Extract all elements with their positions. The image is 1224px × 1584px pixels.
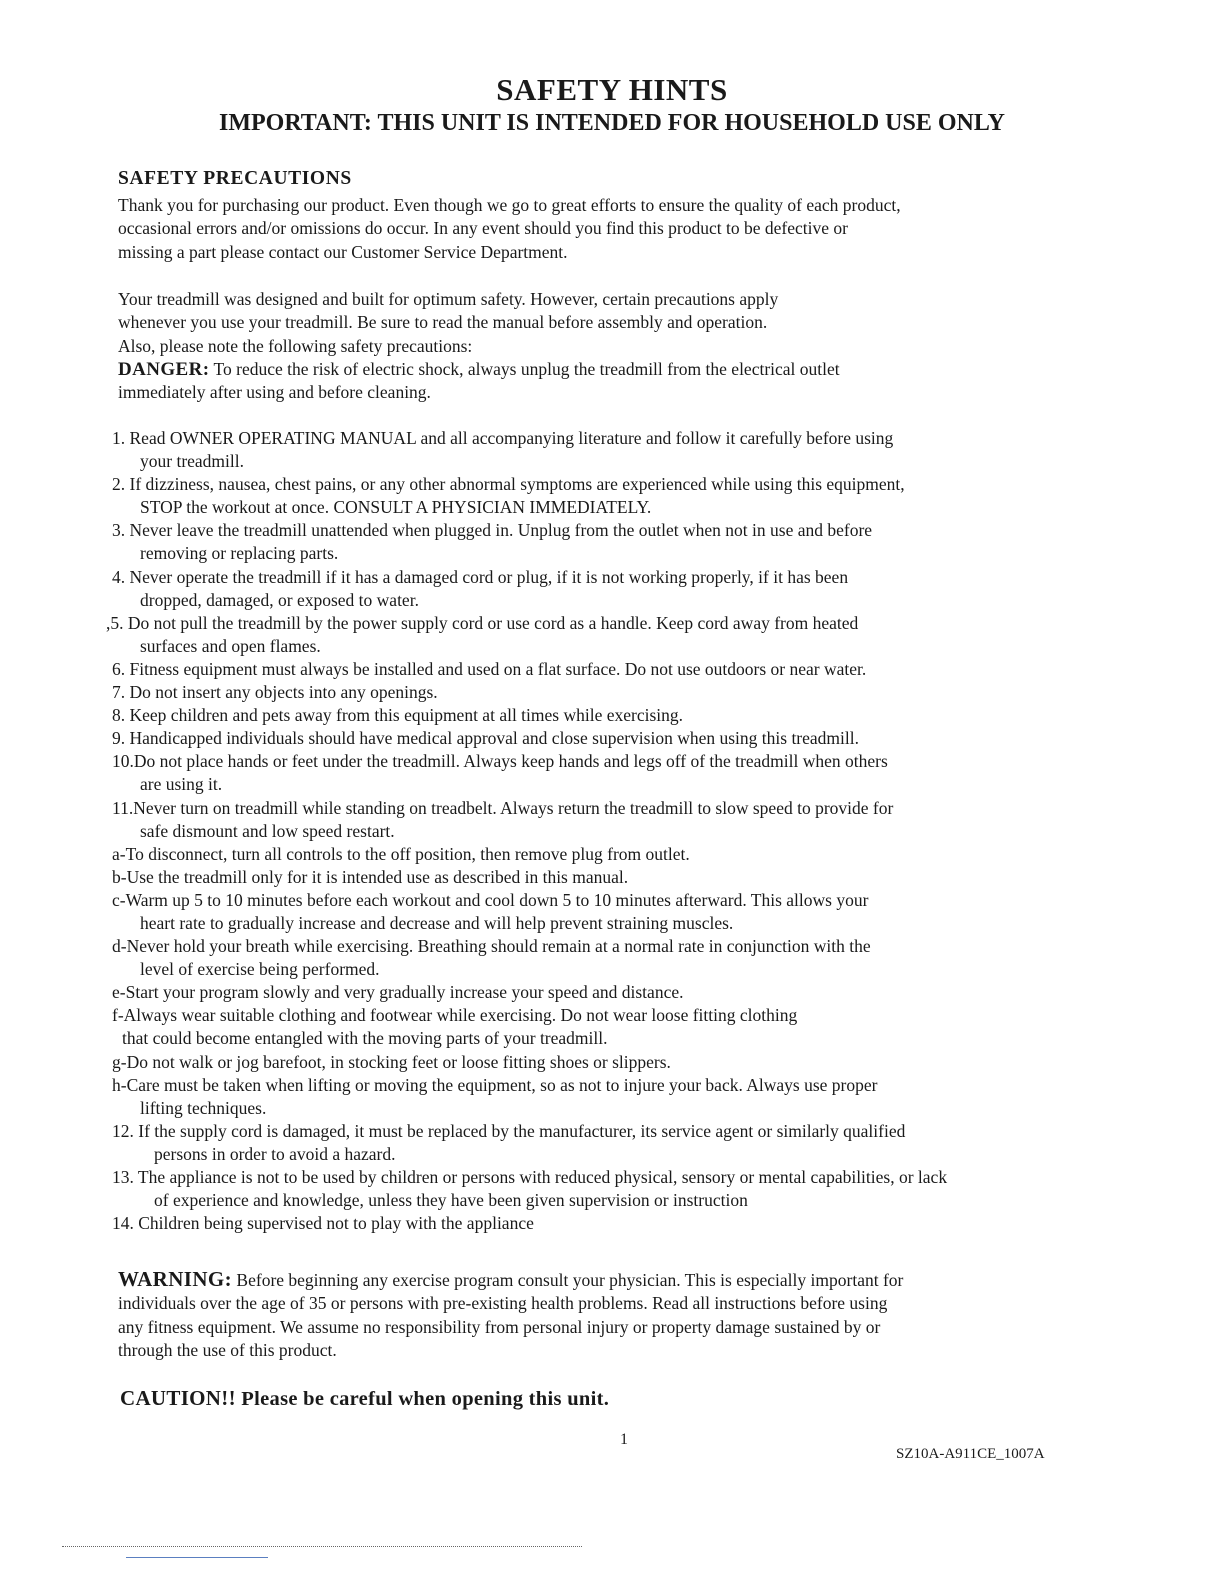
list-item [112, 1004, 1122, 1050]
warning-line-4: through the use of this product. [118, 1339, 337, 1360]
page-subtitle: IMPORTANT: THIS UNIT IS INTENDED FOR HOUSEHOLD USE ONLY [219, 110, 1005, 136]
list-item-text: h-Care must be taken when lifting or moving the equipment, so as not to injure your back. Always use proper [112, 1074, 878, 1095]
list-item-continuation: your treadmill. [140, 451, 245, 472]
list-item [112, 427, 1122, 473]
list-item-continuation: of experience and knowledge, unless they have been given supervision or instruction [154, 1190, 748, 1211]
list-item [112, 1212, 1122, 1235]
danger-label: DANGER: [118, 358, 210, 380]
list-item [112, 566, 1122, 612]
warning-paragraph [118, 1268, 1118, 1362]
list-item [112, 727, 1122, 750]
page-title: SAFETY HINTS [496, 72, 728, 107]
list-item-text: 4. Never operate the treadmill if it has a damaged cord or plug, if it is not working properly, if it has been [112, 566, 849, 587]
intro-line: occasional errors and/or omissions do occur. In any event should you find this product to be defective or [118, 218, 848, 239]
list-item-text: c-Warm up 5 to 10 minutes before each workout and cool down 5 to 10 minutes afterward. This allows your [112, 889, 869, 910]
list-item-text: 13. The appliance is not to be used by children or persons with reduced physical, sensory or mental capabilities, or lack [112, 1167, 948, 1187]
precautions-list [106, 427, 1122, 1235]
section-heading: SAFETY PRECAUTIONS [118, 168, 352, 189]
list-item [112, 935, 1122, 981]
list-item-text: 10.Do not place hands or feet under the treadmill. Always keep hands and legs off of the treadmill when others [112, 751, 888, 772]
warning-label: WARNING: [118, 1267, 233, 1291]
caution-text: Please be careful when opening this unit. [235, 1388, 610, 1410]
list-item-text: f-Always wear suitable clothing and footwear while exercising. Do not wear loose fitting clothing [112, 1005, 798, 1026]
design-line: Also, please note the following safety precautions: [118, 335, 473, 356]
list-item [112, 1051, 1122, 1074]
list-item-continuation: that could become entangled with the moving parts of your treadmill. [122, 1028, 608, 1049]
intro-paragraph [118, 194, 1118, 264]
page-number: 1 [620, 1431, 628, 1448]
list-item [112, 473, 1122, 519]
list-item-text: g-Do not walk or jog barefoot, in stocking feet or loose fitting shoes or slippers. [112, 1051, 671, 1072]
scan-artifact-underline [126, 1557, 268, 1558]
list-item-text: 8. Keep children and pets away from this equipment at all times while exercising. [112, 705, 684, 726]
caution-notice [120, 1386, 609, 1411]
danger-line-1 [118, 358, 1118, 381]
list-item-continuation: surfaces and open flames. [140, 635, 321, 656]
intro-line: Thank you for purchasing our product. Even though we go to great efforts to ensure the quality of each product, [118, 195, 901, 215]
list-item [112, 866, 1122, 889]
list-item [112, 704, 1122, 727]
design-line: Your treadmill was designed and built for optimum safety. However, certain precautions apply [118, 289, 779, 309]
list-item-continuation: STOP the workout at once. CONSULT A PHYSICIAN IMMEDIATELY. [140, 497, 652, 518]
list-item-text: ,5. Do not pull the treadmill by the power supply cord or use cord as a handle. Keep cord away from heated [106, 612, 859, 633]
list-item [112, 681, 1122, 704]
warning-line-3: any fitness equipment. We assume no responsibility from personal injury or property damage sustained by or [118, 1316, 881, 1337]
list-item-continuation: heart rate to gradually increase and decrease and will help prevent straining muscles. [140, 912, 734, 933]
warning-line-2: individuals over the age of 35 or persons with pre-existing health problems. Read all instructions before using [118, 1293, 888, 1314]
list-item-text: 14. Children being supervised not to play with the appliance [112, 1213, 534, 1234]
design-paragraph [118, 288, 1118, 404]
list-item-continuation: removing or replacing parts. [140, 543, 339, 564]
list-item [112, 658, 1122, 681]
list-item [112, 843, 1122, 866]
list-item-text: e-Start your program slowly and very gradually increase your speed and distance. [112, 982, 684, 1003]
list-item-text: a-To disconnect, turn all controls to the off position, then remove plug from outlet. [112, 843, 690, 864]
list-item-text: d-Never hold your breath while exercising. Breathing should remain at a normal rate in conjunction with the [112, 936, 871, 957]
list-item [112, 981, 1122, 1004]
list-item-text: 3. Never leave the treadmill unattended when plugged in. Unplug from the outlet when not in use and before [112, 520, 873, 541]
list-item-text: 2. If dizziness, nausea, chest pains, or any other abnormal symptoms are experienced while using this equipment, [112, 474, 905, 495]
list-item-continuation: persons in order to avoid a hazard. [154, 1143, 396, 1164]
list-item [112, 519, 1122, 565]
list-item [106, 612, 1122, 658]
list-item-text: b-Use the treadmill only for it is intended use as described in this manual. [112, 866, 629, 887]
scan-artifact-line [62, 1546, 582, 1547]
list-item-continuation: are using it. [140, 774, 223, 795]
list-item-continuation: level of exercise being performed. [140, 959, 380, 980]
list-item [112, 1166, 1122, 1212]
list-item-text: 1. Read OWNER OPERATING MANUAL and all accompanying literature and follow it carefully before using [112, 428, 894, 448]
list-item [112, 750, 1122, 796]
list-item [112, 797, 1122, 843]
list-item [112, 1120, 1122, 1166]
list-item-text: 9. Handicapped individuals should have medical approval and close supervision when using this treadmill. [112, 728, 859, 749]
list-item-text: 12. If the supply cord is damaged, it must be replaced by the manufacturer, its service agent or similarly qualified [112, 1120, 906, 1141]
list-item-text: 7. Do not insert any objects into any openings. [112, 682, 438, 703]
list-item-continuation: lifting techniques. [140, 1097, 267, 1118]
design-line: whenever you use your treadmill. Be sure to read the manual before assembly and operation. [118, 312, 768, 333]
warning-line-1 [118, 1268, 1118, 1292]
danger-line-2: immediately after using and before cleaning. [118, 382, 431, 403]
intro-line: missing a part please contact our Customer Service Department. [118, 241, 568, 262]
list-item [112, 1074, 1122, 1120]
list-item-continuation: dropped, damaged, or exposed to water. [140, 589, 419, 610]
list-item-continuation: safe dismount and low speed restart. [140, 820, 395, 841]
list-item-text: 6. Fitness equipment must always be installed and used on a flat surface. Do not use outdoors or near water. [112, 658, 867, 679]
caution-label: CAUTION!! [120, 1386, 236, 1410]
warning-text: Before beginning any exercise program consult your physician. This is especially important for [232, 1270, 904, 1290]
list-item [112, 889, 1122, 935]
document-code: SZ10A-A911CE_1007A [896, 1446, 1045, 1462]
list-item-text: 11.Never turn on treadmill while standing on treadbelt. Always return the treadmill to slow speed to provide for [112, 797, 894, 818]
danger-text: To reduce the risk of electric shock, always unplug the treadmill from the electrical outlet [209, 358, 840, 379]
